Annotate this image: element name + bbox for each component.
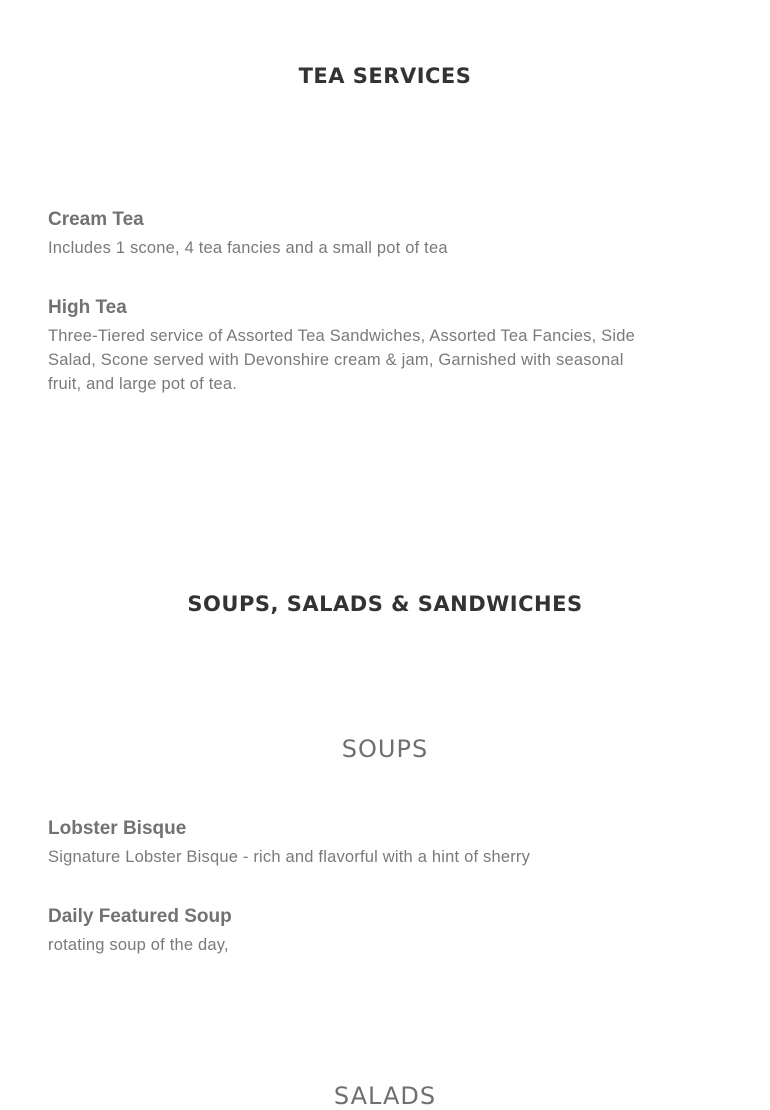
menu-item-high-tea [48,296,648,396]
menu-item-description: rotating soup of the day, [48,936,229,954]
menu-item-cream-tea [48,208,648,260]
soups-subheading: SOUPS [341,735,429,763]
menu-item-lobster-bisque [48,817,648,869]
soups-salads-sandwiches-heading: SOUPS, SALADS & SANDWICHES [187,592,583,616]
menu-item-name: Lobster Bisque [48,818,187,839]
menu-item-name: Cream Tea [48,209,144,230]
tea-services-heading: TEA SERVICES [298,64,472,88]
salads-subheading: SALADS [333,1082,437,1110]
menu-item-name: Daily Featured Soup [48,906,232,927]
menu-item-description: Includes 1 scone, 4 tea fancies and a small pot of tea [48,239,448,257]
menu-item-daily-featured-soup [48,905,648,957]
menu-item-description: Three-Tiered service of Assorted Tea Sandwiches, Assorted Tea Fancies, Side Salad, Scone served with Devonshire cream & jam, Garnished with seasonal fruit, and large pot of tea. [48,327,635,393]
menu-item-description: Signature Lobster Bisque - rich and flavorful with a hint of sherry [48,848,531,866]
menu-item-name: High Tea [48,297,127,318]
